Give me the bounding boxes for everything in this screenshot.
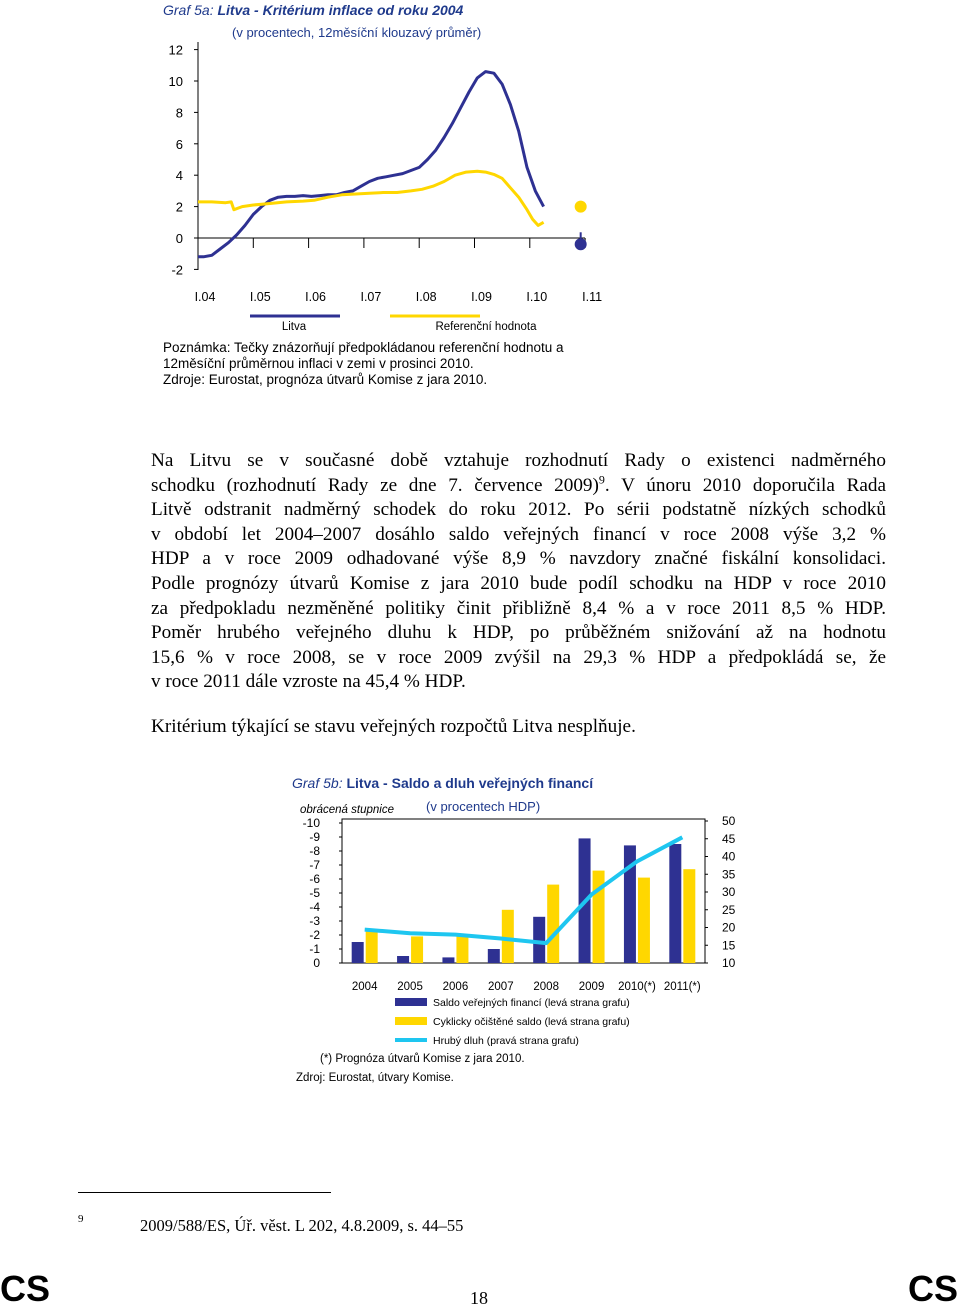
chart-5b-caption (292, 775, 593, 791)
chart-5b-right-tick-label: 30 (722, 885, 736, 899)
chart-5a-x-tick-label: I.08 (415, 290, 437, 304)
corner-language-left: CS (0, 1268, 51, 1309)
chart-5b-legend-swatch (395, 998, 427, 1006)
chart-5b-left-tick-label: -9 (309, 830, 320, 844)
chart-5b-left-tick-label: -10 (302, 816, 320, 830)
chart-5b-right-tick-label: 35 (722, 867, 736, 882)
chart-5b-right-tick-label: 20 (722, 920, 736, 935)
chart-5b-bar-cyclical (502, 910, 514, 963)
chart-5b-left-tick-label: -5 (309, 886, 320, 900)
body-line-5: HDP a v roce 2009 odhadované výše 8,9 % navzdory značné fiskální konsolidaci. (151, 548, 886, 570)
chart-5a-legend (250, 314, 650, 336)
chart-5a-note (163, 340, 643, 388)
body-line-10: v roce 2011 dále vzroste na 45,4 % HDP. (151, 671, 466, 693)
footnote-ref[interactable]: 9 (598, 472, 605, 487)
chart-5b-bar-balance (352, 942, 364, 963)
chart-5b-bar-cyclical (366, 931, 378, 963)
chart-5b-right-tick-label: 50 (722, 814, 736, 828)
chart-5a-y-tick-label: 0 (175, 231, 183, 246)
chart-5b-bar-balance (669, 844, 681, 963)
chart-5b-inverted-label: obrácená stupnice (300, 804, 394, 816)
chart-5b-x-tick-label: 2005 (397, 981, 423, 993)
chart-5b-right-tick-label: 45 (722, 831, 736, 846)
chart-5b-x-tick-label: 2011(*) (663, 981, 701, 993)
body-line-4: v období let 2004–2007 dosáhlo saldo veřejných financí v roce 2008 výše 3,2 % (151, 523, 886, 545)
chart-5b-x-tick-label: 2007 (488, 981, 514, 993)
chart-5a-caption (163, 2, 463, 18)
chart-5b-right-tick-label: 25 (722, 902, 736, 917)
chart-5b-left-tick-label: -6 (309, 872, 320, 886)
chart-5a-y-tick-label: 2 (175, 199, 183, 215)
chart-5b (280, 795, 780, 1055)
chart-5a-caption-prefix: Graf 5a: (163, 2, 214, 18)
corner-language-right: CS (907, 1268, 958, 1309)
chart-5b-bar-cyclical (456, 935, 468, 963)
chart-5a-subtitle: (v procentech, 12měsíční klouzavý průměr) (232, 25, 482, 40)
chart-5b-caption-prefix: Graf 5b: (292, 775, 343, 791)
chart-5b-left-tick-label: 0 (313, 956, 320, 970)
footnote-number: 9 (78, 1213, 84, 1225)
chart-5a-series-litva (198, 72, 544, 257)
chart-5b-left-tick-label: -4 (309, 900, 320, 914)
chart-5a-x-tick-label: I.05 (249, 290, 271, 304)
chart-5b-legend-swatch (395, 1017, 427, 1025)
chart-5b-bar-balance (488, 949, 500, 963)
chart-5a-x-tick-label: I.07 (360, 290, 382, 304)
chart-5a-y-tick-label: 12 (168, 42, 183, 58)
chart-5a-x-tick-label: I.04 (194, 290, 216, 304)
chart-5b-right-tick-label: 40 (722, 849, 736, 864)
body-line-9: 15,6 % v roce 2008, se v roce 2009 zvýšil na 29,3 % HDP a předpokládá se, že (151, 646, 886, 668)
body-line-2b: . V únoru 2010 doporučila Rada (604, 474, 886, 496)
chart-5a-x-tick-label: I.10 (526, 290, 548, 304)
conclusion-text: Kritérium týkající se stavu veřejných rozpočtů Litva nesplňuje. (151, 716, 636, 737)
body-line-2a: schodku (rozhodnutí Rady ze dne 7. července 2009) (151, 474, 599, 496)
chart-5b-x-tick-label: 2006 (442, 981, 469, 993)
chart-5a-legend-label-litva: Litva (281, 321, 307, 333)
chart-5a-x-tick-label: I.09 (471, 290, 492, 304)
body-line-3: Litvě odstranit nadměrný schodek do roku 2012. Po sérii podstatně nízkých schodků (151, 499, 886, 521)
chart-5b-x-tick-label: 2004 (351, 981, 378, 993)
chart-5a-source: Zdroje: Eurostat, prognóza útvarů Komise z jara 2010. (163, 372, 488, 387)
body-line-8: Poměr hrubého veřejného dluhu k HDP, po průběžném snižování až na hodnotu (151, 622, 886, 644)
chart-5b-bar-balance (533, 917, 545, 963)
chart-5a-y-tick-label: 6 (175, 136, 183, 152)
chart-5b-bar-cyclical (411, 936, 423, 963)
body-paragraph (151, 449, 886, 695)
chart-5b-x-tick-label: 2008 (533, 981, 559, 993)
chart-5a-y-tick-label: 8 (175, 105, 183, 121)
chart-5b-x-tick-label: 2009 (578, 981, 605, 993)
chart-5b-subtitle: (v procentech HDP) (426, 799, 541, 814)
chart-5a-y-tick-label: 10 (168, 74, 183, 89)
chart-5b-left-tick-label: -2 (309, 928, 320, 942)
footnote-text: 2009/588/ES, Úř. věst. L 202, 4.8.2009, s. 44–55 (140, 1216, 464, 1235)
chart-5b-title: Litva - Saldo a dluh veřejných financí (346, 775, 594, 791)
chart-5b-bar-cyclical (547, 885, 559, 963)
chart-5b-left-tick-label: -1 (309, 942, 320, 956)
chart-5b-left-tick-label: -3 (309, 914, 320, 928)
chart-5b-legend-label: Cyklicky očištěné saldo (levá strana grafu) (433, 1016, 630, 1028)
chart-5a-title: Litva - Kritérium inflace od roku 2004 (217, 2, 464, 18)
chart-5b-right-tick-label: 15 (722, 938, 736, 953)
chart-5a-x-tick-label: I.11 (582, 290, 603, 304)
chart-5b-source: Zdroj: Eurostat, útvary Komise. (296, 1072, 454, 1084)
chart-5a-x-tick-label: I.06 (305, 290, 327, 304)
chart-5a-legend-label-reference: Referenční hodnota (435, 321, 537, 333)
chart-5b-bar-balance (442, 957, 454, 963)
chart-5b-legend-label: Saldo veřejných financí (levá strana grafu) (433, 997, 630, 1009)
chart-5b-left-tick-label: -8 (309, 844, 320, 858)
page-number: 18 (470, 1288, 488, 1308)
body-line-1: Na Litvu se v současné době vztahuje rozhodnutí Rady o existenci nadměrného (151, 450, 886, 471)
chart-5b-bar-cyclical (683, 869, 695, 963)
chart-5a-y-tick-label: 4 (175, 168, 183, 184)
chart-5b-footnote: (*) Prognóza útvarů Komise z jara 2010. (320, 1053, 525, 1065)
chart-5a-y-tick-label: -2 (171, 262, 183, 278)
chart-5b-legend-label: Hrubý dluh (pravá strana grafu) (433, 1035, 579, 1047)
chart-5a-projection-point (575, 201, 587, 213)
body-line-6: Podle prognózy útvarů Komise z jara 2010 bude podíl schodku na HDP v roce 2010 (151, 572, 886, 594)
footnote-separator (78, 1192, 331, 1193)
chart-5b-bar-cyclical (638, 878, 650, 963)
chart-5b-right-tick-label: 10 (722, 956, 736, 970)
chart-5a (150, 20, 630, 310)
chart-5b-bar-balance (397, 956, 409, 963)
chart-5a-note-line-1: Poznámka: Tečky znázorňují předpokládanou referenční hodnotu a (163, 340, 564, 355)
chart-5b-x-tick-label: 2010(*) (618, 981, 656, 993)
body-line-7: za předpokladu nezměněné politiky činit přibližně 8,4 % a v roce 2011 8,5 % HDP. (151, 597, 886, 619)
chart-5b-left-tick-label: -7 (309, 858, 320, 872)
body-line-2 (151, 474, 886, 499)
chart-5a-note-line-2: 12měsíční průměrnou inflaci v zemi v prosinci 2010. (163, 356, 474, 371)
